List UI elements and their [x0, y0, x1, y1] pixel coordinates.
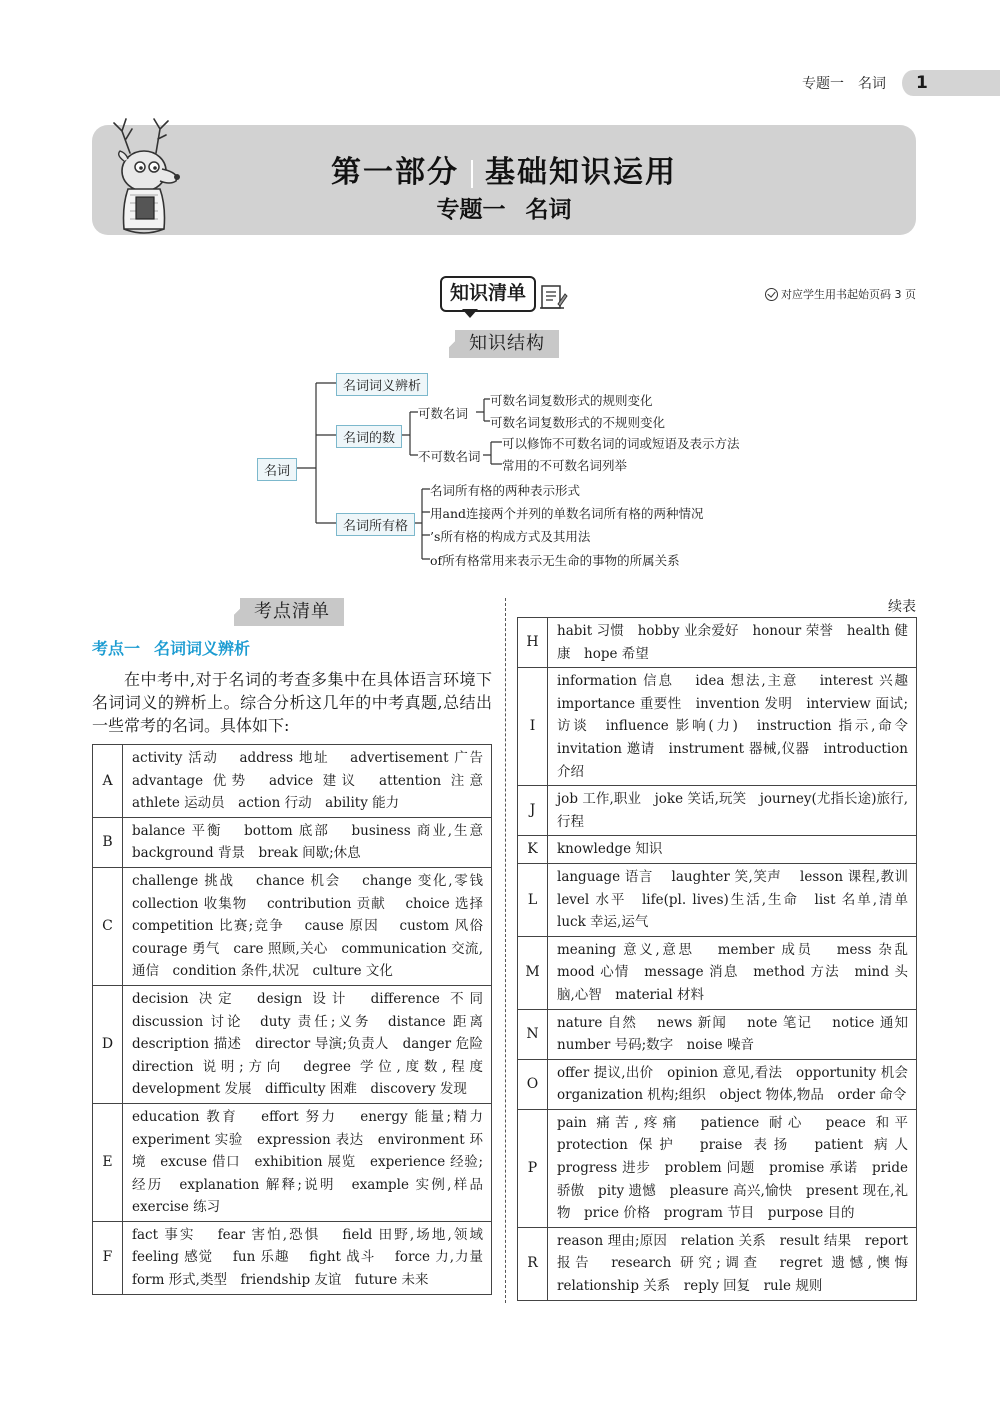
row-words: decision 决定 design 设计 difference 不同 discussion 讨论 duty 责任;义务 distance 距离 description 描述 director 导演;负责人 danger 危险 direction 说明;方向 degree 学位,度数,程度 development 发展 difficulty 困难 discovery 发现: [123, 985, 492, 1103]
row-letter: M: [518, 936, 548, 1009]
mind-map-item: 常用的不可数名词列举: [502, 458, 628, 473]
row-letter: I: [518, 668, 548, 786]
part-title: [92, 147, 916, 191]
mind-map-item: 用and连接两个并列的单数名词所有格的两种情况: [430, 506, 704, 521]
row-letter: C: [93, 867, 123, 985]
table-row: [93, 1103, 492, 1221]
row-letter: F: [93, 1221, 123, 1294]
row-words: pain 痛苦,疼痛 patience 耐心 peace 和平 protection 保护 praise 表扬 patient 病人 progress 进步 problem 问题 promise 承诺 pride 骄傲 pity 遗憾 pleasure 高兴,愉快 present 现在,礼物 price 价格 program 节目 purpose 目的: [548, 1109, 917, 1227]
row-letter: N: [518, 1009, 548, 1059]
vocabulary-table-left: [92, 744, 497, 1295]
branch-possessive: 名词所有格: [336, 513, 415, 536]
branch-number: 名词的数: [336, 425, 402, 448]
part-label: 第一部分: [331, 155, 459, 190]
topic-label: 专题一: [436, 197, 506, 223]
table-row: [93, 745, 492, 818]
vocabulary-table-right: [517, 617, 926, 1301]
chapter-banner: [92, 125, 916, 235]
table-row: [93, 1221, 492, 1294]
row-letter: E: [93, 1103, 123, 1221]
table-row: [93, 817, 492, 867]
uncountable-noun: 不可数名词: [418, 449, 481, 464]
row-words: reason 理由;原因 relation 关系 result 结果 report 报告 research 研究;调查 regret 遗憾,懊悔 relationship 关系 reply 回复 rule 规则: [548, 1227, 917, 1300]
structure-label: 知识结构: [455, 330, 559, 358]
table-row: [518, 936, 917, 1009]
row-words: education 教育 effort 努力 energy 能量;精力 experiment 实验 expression 表达 environment 环境 excuse 借口 exhibition 展览 experience 经验;经历 explanation 解释;说明 example 实例,样品 exercise 练习: [123, 1103, 492, 1221]
table-row: [518, 836, 917, 864]
row-letter: D: [93, 985, 123, 1103]
topic-name: 名词: [525, 197, 572, 223]
table-row: [518, 1227, 917, 1300]
row-letter: O: [518, 1059, 548, 1109]
intro-paragraph: 在中考中,对于名词的考查多集中在具体语言环境下名词词义的辨析上。综合分析这几年的中考真题,总结出一些常考的名词。具体如下:: [92, 670, 492, 735]
page-reference-text: 对应学生用书起始页码 3 页: [781, 288, 916, 301]
check-circle-icon: [765, 288, 778, 301]
row-letter: L: [518, 863, 548, 936]
page-reference: [765, 286, 916, 302]
exam-point-name: 名词词义辨析: [154, 639, 251, 658]
row-letter: B: [93, 817, 123, 867]
table-row: [93, 985, 492, 1103]
table-row: [93, 867, 492, 985]
part-title-text: 基础知识运用: [485, 155, 677, 190]
row-words: job 工作,职业 joke 笑话,玩笑 journey(尤指长途)旅行,行程: [548, 786, 917, 836]
row-words: habit 习惯 hobby 业余爱好 honour 荣誉 health 健康 hope 希望: [548, 618, 917, 668]
table-row: [518, 668, 917, 786]
title-separator: [471, 160, 473, 188]
row-letter: H: [518, 618, 548, 668]
table-row: [518, 1109, 917, 1227]
page-number: 1: [900, 70, 1000, 96]
tag-pointer: [462, 309, 478, 318]
continued-label: 续表: [888, 599, 916, 615]
mind-map-item: ’s所有格的构成方式及其用法: [430, 529, 591, 544]
running-header-section: 专题一 名词: [802, 76, 886, 92]
row-words: knowledge 知识: [548, 836, 917, 864]
mind-map-item: of所有格常用来表示无生命的事物的所属关系: [430, 553, 680, 568]
row-words: balance 平衡 bottom 底部 business 商业,生意 background 背景 break 间歇;休息: [123, 817, 492, 867]
table-row: [518, 1059, 917, 1109]
mind-map-item: 可数名词复数形式的不规则变化: [490, 415, 666, 430]
row-words: activity 活动 address 地址 advertisement 广告 advantage 优势 advice 建议 attention 注意 athlete 运动员 action 行动 ability 能力: [123, 745, 492, 818]
knowledge-list-tag: 知识清单: [440, 276, 536, 312]
topic-title: [92, 191, 916, 224]
notebook-icon: [538, 282, 568, 312]
exam-point-number: 考点一: [92, 639, 141, 658]
mind-map-root: 名词: [257, 458, 297, 481]
mind-map-item: 可数名词复数形式的规则变化: [490, 393, 653, 408]
branch-meaning: 名词词义辨析: [336, 373, 428, 396]
row-words: meaning 意义,意思 member 成员 mess 杂乱 mood 心情 message 消息 method 方法 mind 头脑,心智 material 材料: [548, 936, 917, 1009]
table-row: [518, 1009, 917, 1059]
row-words: language 语言 laughter 笑,笑声 lesson 课程,教训 level 水平 life(pl. lives)生活,生命 list 名单,清单 luck 幸运,运气: [548, 863, 917, 936]
table-row: [518, 618, 917, 668]
row-letter: K: [518, 836, 548, 864]
row-words: fact 事实 fear 害怕,恐惧 field 田野,场地,领域 feeling 感觉 fun 乐趣 fight 战斗 force 力,力量 form 形式,类型 friendship 友谊 future 未来: [123, 1221, 492, 1294]
running-header: [740, 70, 1000, 96]
mind-map-item: 可以修饰不可数名词的词或短语及表示方法: [502, 436, 740, 451]
countable-noun: 可数名词: [418, 406, 469, 421]
table-row: [518, 786, 917, 836]
table-row: [518, 863, 917, 936]
row-letter: J: [518, 786, 548, 836]
column-divider: [505, 598, 506, 1303]
mind-map-item: 名词所有格的两种表示形式: [430, 483, 581, 498]
noun-mind-map: [240, 365, 800, 575]
row-letter: P: [518, 1109, 548, 1227]
exam-points-label: 考点清单: [240, 598, 344, 626]
row-words: challenge 挑战 chance 机会 change 变化,零钱 collection 收集物 contribution 贡献 choice 选择 competition 比赛;竞争 cause 原因 custom 风俗 courage 勇气 care 照顾,关心 communication 交流,通信 condition 条件,状况 culture 文化: [123, 867, 492, 985]
row-words: nature 自然 news 新闻 note 笔记 notice 通知 number 号码;数字 noise 噪音: [548, 1009, 917, 1059]
row-letter: R: [518, 1227, 548, 1300]
row-words: offer 提议,出价 opinion 意见,看法 opportunity 机会 organization 机构;组织 object 物体,物品 order 命令: [548, 1059, 917, 1109]
row-letter: A: [93, 745, 123, 818]
exam-point-title: [92, 636, 250, 659]
row-words: information 信息 idea 想法,主意 interest 兴趣 importance 重要性 invention 发明 interview 面试;访谈 influence 影响(力) instruction 指示,命令 invitation 邀请 instrument 器械,仪器 introduction 介绍: [548, 668, 917, 786]
